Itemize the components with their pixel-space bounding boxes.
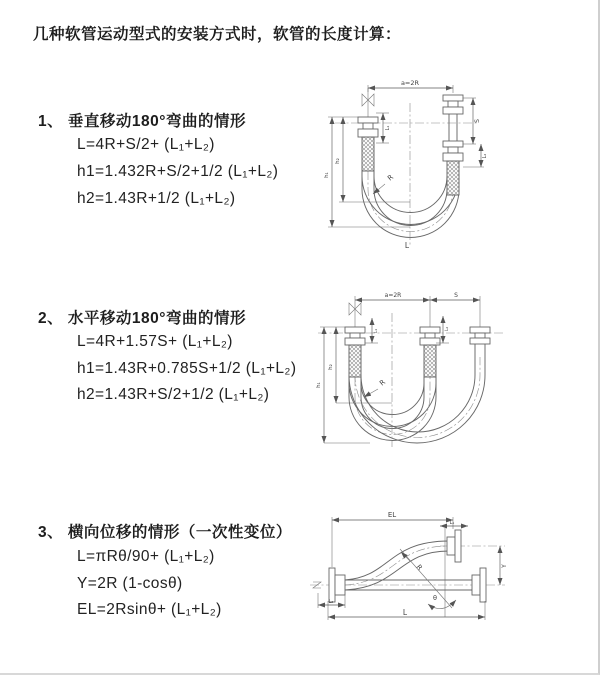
diagram-horizontal-bend <box>310 285 600 450</box>
s-curve-hose <box>345 541 449 590</box>
dim-span <box>355 292 480 327</box>
dim-label-length: L <box>402 608 408 617</box>
dim-label-angle: θ <box>433 594 437 602</box>
right-fitting-flange <box>470 327 490 357</box>
section-1-formula-L: L=4R+S/2+ (L₁+L₂) <box>77 136 215 153</box>
dim-label-travel: S <box>474 119 481 123</box>
dim-label-fit-right: L₂ <box>445 326 450 332</box>
section-2-formula-h1: h1=1.43R+0.785S+1/2 (L₁+L₂) <box>77 360 297 377</box>
section-1-formula-h2: h2=1.43R+1/2 (L₁+L₂) <box>77 190 236 207</box>
dim-label-fit-left: L₁ <box>385 125 391 131</box>
section-1-heading: 1、 垂直移动180°弯曲的情形 <box>38 113 246 130</box>
dim-label-h2: h₂ <box>335 158 341 164</box>
dim-label-radius: R <box>378 378 388 388</box>
middle-fitting-flange <box>420 327 440 377</box>
dim-travel <box>463 98 481 144</box>
dim-label-span: a=2R <box>384 292 402 299</box>
dim-label-length: L <box>404 241 410 250</box>
braid-hatch <box>349 345 361 377</box>
radius-annotation <box>401 552 424 572</box>
dim-offset <box>500 546 508 585</box>
angle-annotation <box>428 594 456 609</box>
dim-label-fit-left: L₁ <box>374 328 379 334</box>
section-3-formula-Y: Y=2R (1-cosθ) <box>77 575 183 592</box>
left-flange <box>329 568 345 602</box>
section-3-heading: 3、 横向位移的情形（一次性变位） <box>38 524 292 541</box>
right-flange <box>472 568 486 602</box>
dim-travel <box>430 292 480 300</box>
radius-annotation <box>364 378 387 397</box>
dim-label-span: EL <box>387 511 397 519</box>
dim-label-h1: h₁ <box>316 382 322 388</box>
section-1-formula-h1: h1=1.432R+S/2+1/2 (L₁+L₂) <box>77 163 279 180</box>
braid-hatch <box>447 161 459 195</box>
upper-flange <box>447 530 461 562</box>
dim-fit-right <box>463 144 488 167</box>
valve-icon <box>349 300 361 327</box>
dim-label-radius: R <box>386 173 396 183</box>
page-title: 几种软管运动型式的安装方式时，软管的长度计算： <box>33 26 402 43</box>
dim-label-radius: R <box>414 563 424 573</box>
dim-label-fit-right: L₂ <box>482 153 488 159</box>
radius-annotation <box>373 173 395 194</box>
dim-label-h1: h₁ <box>324 172 330 178</box>
left-fitting-flange <box>358 117 378 171</box>
right-fitting-upper <box>443 95 463 141</box>
section-3-formula-L: L=πRθ/90+ (L₁+L₂) <box>77 548 215 565</box>
dim-span <box>368 79 453 93</box>
section-3-formula-EL: EL=2Rsinθ+ (L₁+L₂) <box>77 601 222 618</box>
hose-arcs <box>349 357 485 443</box>
dim-fit-top <box>440 520 468 526</box>
section-2-formula-h2: h2=1.43R+S/2+1/2 (L₁+L₂) <box>77 386 270 403</box>
section-2-heading: 2、 水平移动180°弯曲的情形 <box>38 310 246 327</box>
right-fitting-lower <box>443 141 463 195</box>
diagram-lateral-displacement <box>300 505 600 645</box>
left-fitting-flange <box>345 327 365 377</box>
hose-centerline <box>368 171 453 232</box>
valve-icon <box>362 88 374 117</box>
dim-label-travel: S <box>454 292 458 299</box>
diagram-vertical-bend <box>310 75 590 255</box>
dim-label-fit-top: L₁ <box>449 520 455 526</box>
hose-arcs <box>362 171 459 237</box>
braid-hatch <box>424 345 436 377</box>
dim-fit-left <box>365 318 379 343</box>
dim-label-offset: Y <box>501 564 508 568</box>
dim-length <box>328 601 485 620</box>
braid-hatch <box>362 137 374 171</box>
dim-label-fit-left: L₂ <box>328 599 334 605</box>
radius-line <box>400 549 452 608</box>
dim-label-h2: h₂ <box>328 364 334 370</box>
dim-label-span: a=2R <box>400 79 420 87</box>
section-2-formula-L: L=4R+1.57S+ (L₁+L₂) <box>77 333 233 350</box>
